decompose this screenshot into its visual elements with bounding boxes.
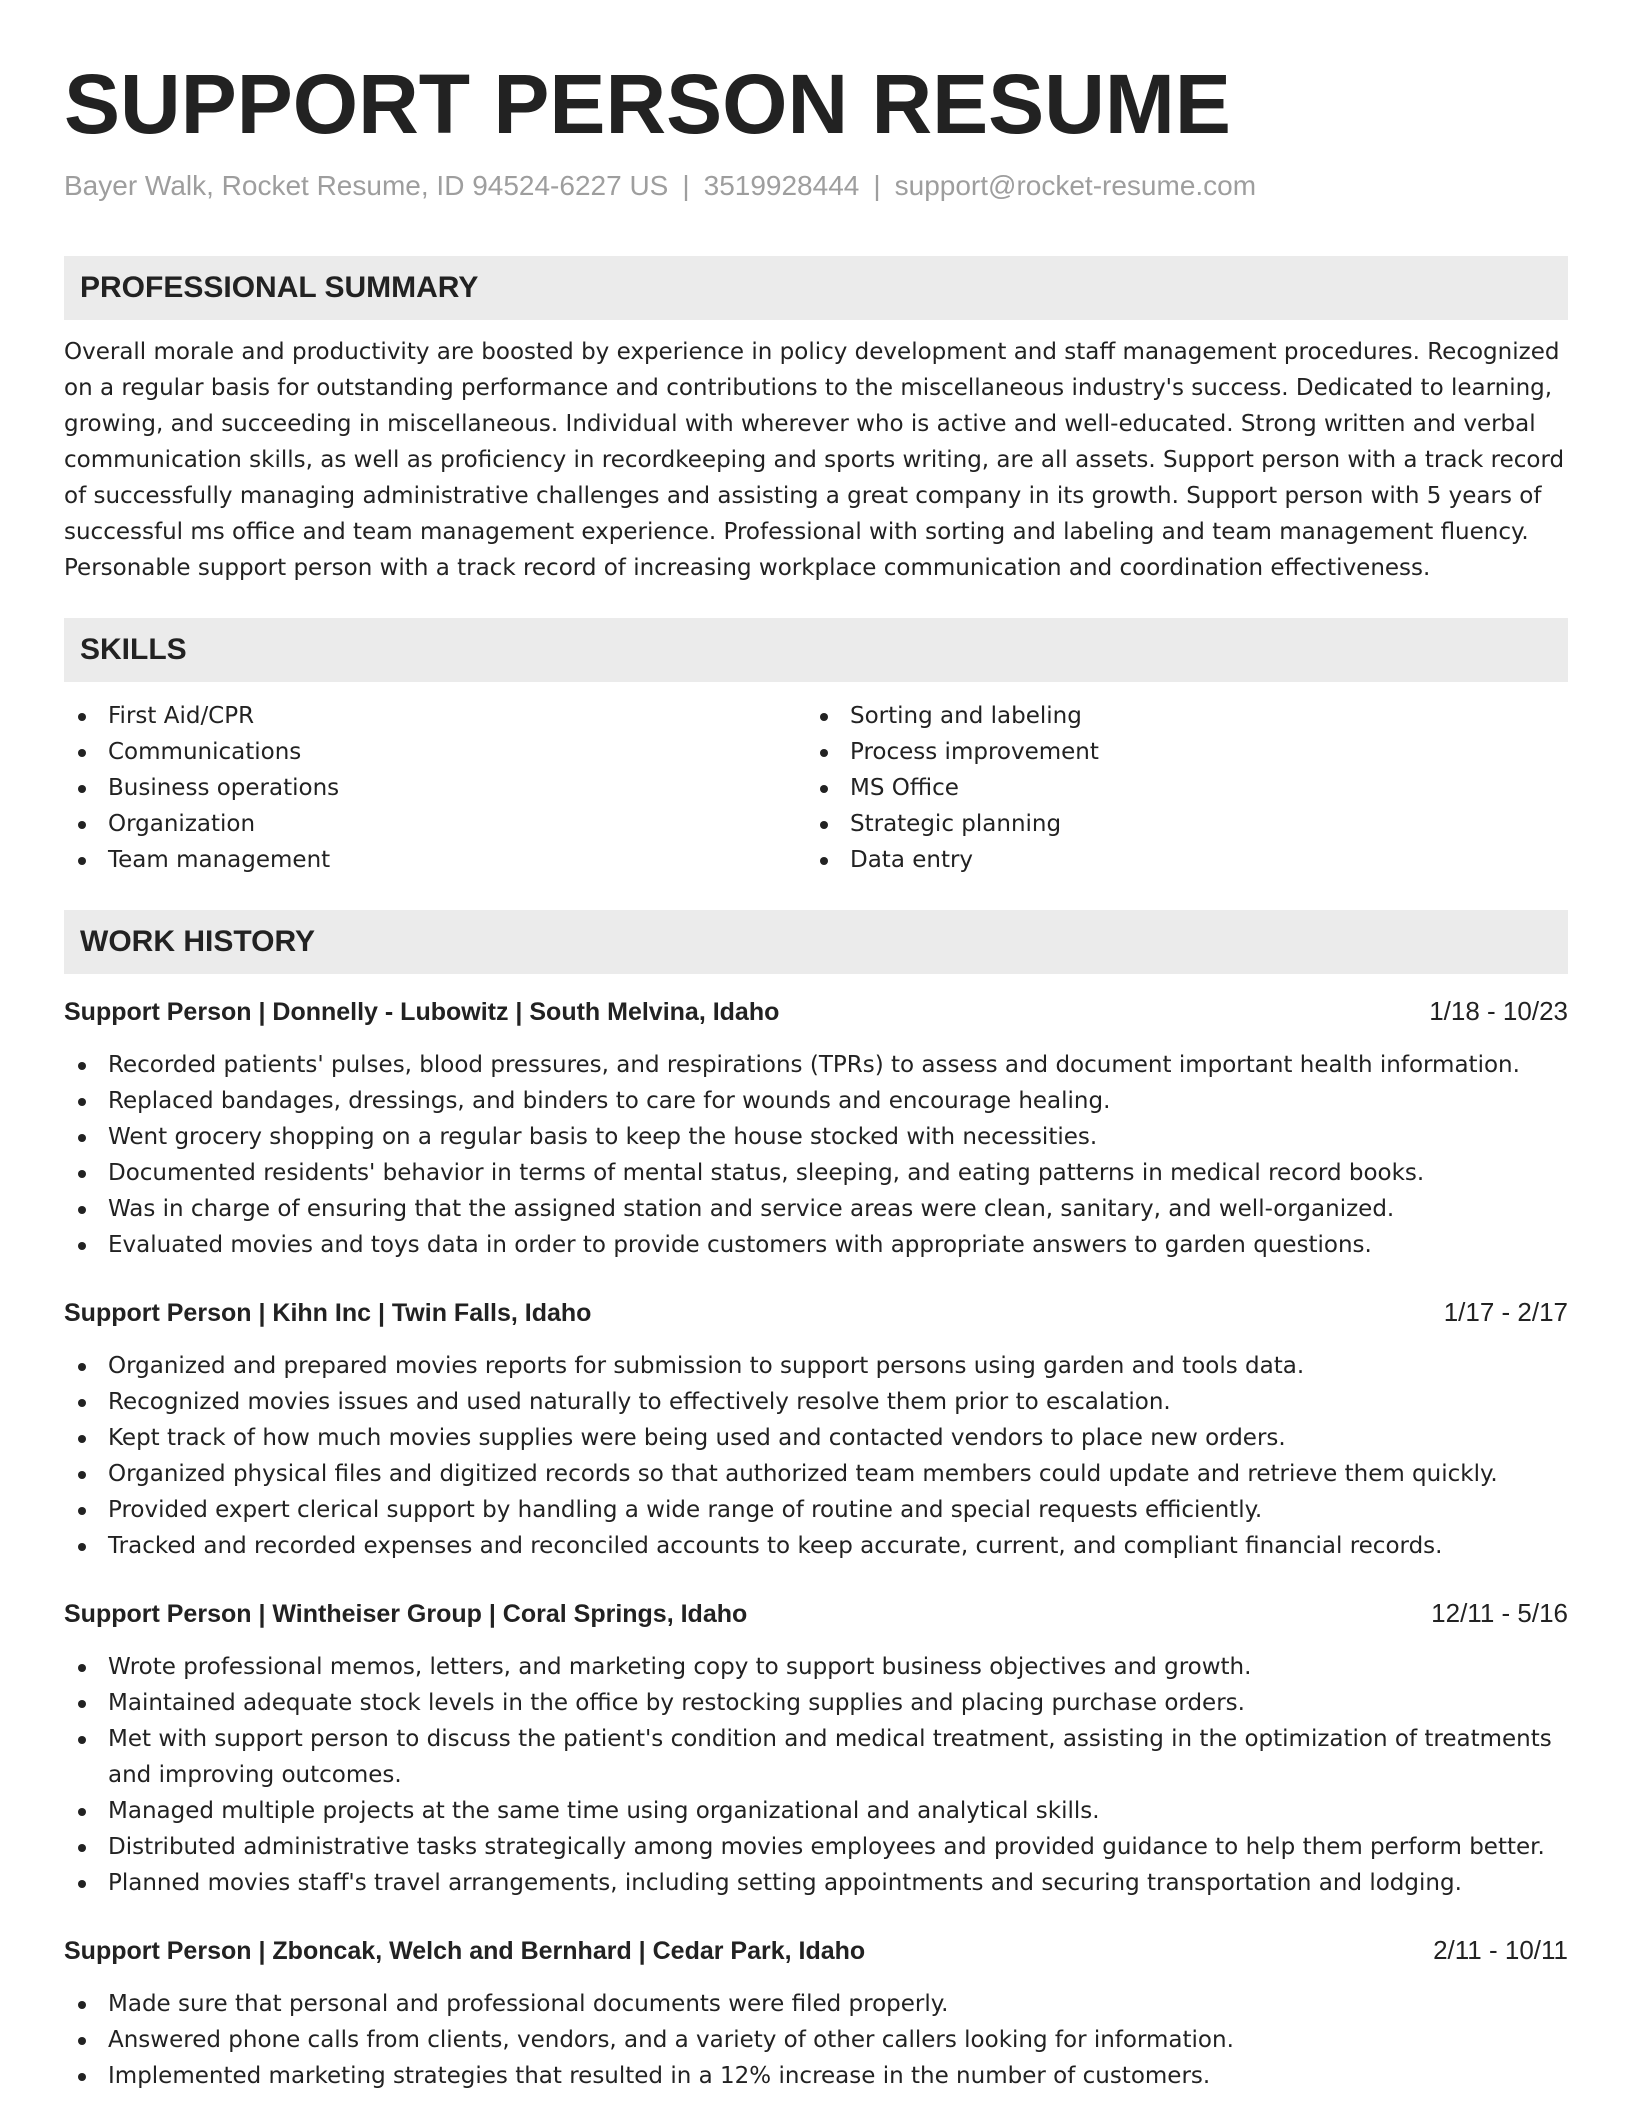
job-bullet: Went grocery shopping on a regular basis to keep the house stocked with necessities.: [108, 1119, 1568, 1155]
contact-email: support@rocket-resume.com: [894, 170, 1257, 201]
contact-separator: |: [682, 170, 690, 201]
skill-item: Sorting and labeling: [850, 698, 1548, 734]
job-bullet: Planned movies staff's travel arrangements, including setting appointments and securing transportation and lodging.: [108, 1865, 1568, 1901]
job-header: [64, 994, 1568, 1029]
job-bullet: Replaced bandages, dressings, and binders to care for wounds and encourage healing.: [108, 1083, 1568, 1119]
skill-item: Strategic planning: [850, 806, 1548, 842]
job-title: Support Person | Wintheiser Group | Coral Springs, Idaho: [64, 1600, 748, 1628]
job-bullet: Provided expert clerical support by handling a wide range of routine and special requests efficiently.: [108, 1492, 1568, 1528]
skill-item: Business operations: [108, 770, 806, 806]
skill-item: Data entry: [850, 842, 1548, 878]
skill-item: MS Office: [850, 770, 1548, 806]
job-bullet: Evaluated movies and toys data in order to provide customers with appropriate answers to garden questions.: [108, 1227, 1568, 1263]
job-entry: [64, 1933, 1568, 2094]
job-bullet: Wrote professional memos, letters, and marketing copy to support business objectives and growth.: [108, 1649, 1568, 1685]
job-bullet: Answered phone calls from clients, vendors, and a variety of other callers looking for information.: [108, 2022, 1568, 2058]
summary-heading: PROFESSIONAL SUMMARY: [64, 256, 1568, 320]
job-header: [64, 1295, 1568, 1330]
job-bullet: Recorded patients' pulses, blood pressures, and respirations (TPRs) to assess and document important health information.: [108, 1047, 1568, 1083]
job-bullet: Managed multiple projects at the same time using organizational and analytical skills.: [108, 1793, 1568, 1829]
resume-page: [64, 0, 1568, 2094]
job-title: Support Person | Donnelly - Lubowitz | South Melvina, Idaho: [64, 998, 780, 1026]
job-header: [64, 1933, 1568, 1968]
job-bullet: Made sure that personal and professional documents were filed properly.: [108, 1986, 1568, 2022]
skill-item: Team management: [108, 842, 806, 878]
skills-list: [64, 698, 1568, 878]
skills-column-left: [64, 698, 806, 878]
job-bullet: Kept track of how much movies supplies were being used and contacted vendors to place new orders.: [108, 1420, 1568, 1456]
skill-item: Organization: [108, 806, 806, 842]
job-bullets: [64, 1649, 1568, 1901]
contact-separator: |: [873, 170, 881, 201]
resume-title: SUPPORT PERSON RESUME: [64, 57, 1231, 151]
job-bullets: [64, 1986, 1568, 2094]
skills-column-right: [806, 698, 1548, 878]
skill-item: Process improvement: [850, 734, 1548, 770]
skills-heading: SKILLS: [64, 618, 1568, 682]
job-dates: 1/18 - 10/23: [1429, 996, 1568, 1026]
job-header: [64, 1596, 1568, 1631]
summary-text: Overall morale and productivity are boosted by experience in policy development and staff management procedures. Recognized on a regular basis for outstanding performance and contributions to the miscellaneous industry's success. Dedicated to learning, growing, and succeeding in miscellaneous. Individual with wherever who is active and well-educated. Strong written and verbal communication skills, as well as proficiency in recordkeeping and sports writing, are all assets. Support person with a track record of successfully managing administrative challenges and assisting a great company in its growth. Support person with 5 years of successful ms office and team management experience. Professional with sorting and labeling and team management fluency. Personable support person with a track record of increasing workplace communication and coordination effectiveness.: [64, 339, 1565, 581]
skill-item: First Aid/CPR: [108, 698, 806, 734]
job-entry: [64, 1596, 1568, 1901]
job-bullet: Documented residents' behavior in terms of mental status, sleeping, and eating patterns in medical record books.: [108, 1155, 1568, 1191]
job-dates: 12/11 - 5/16: [1431, 1598, 1568, 1628]
contact-address: Bayer Walk, Rocket Resume, ID 94524-6227 US: [64, 170, 669, 201]
contact-line: [64, 168, 1568, 204]
job-bullet: Was in charge of ensuring that the assigned station and service areas were clean, sanitary, and well-organized.: [108, 1191, 1568, 1227]
job-bullets: [64, 1348, 1568, 1564]
contact-phone: 3519928444: [703, 170, 860, 201]
job-title: Support Person | Zboncak, Welch and Bernhard | Cedar Park, Idaho: [64, 1937, 866, 1965]
job-title: Support Person | Kihn Inc | Twin Falls, Idaho: [64, 1299, 592, 1327]
job-entry: [64, 994, 1568, 1263]
job-entry: [64, 1295, 1568, 1564]
work-history-heading: WORK HISTORY: [64, 910, 1568, 974]
job-bullet: Tracked and recorded expenses and reconciled accounts to keep accurate, current, and compliant financial records.: [108, 1528, 1568, 1564]
job-bullet: Maintained adequate stock levels in the office by restocking supplies and placing purchase orders.: [108, 1685, 1568, 1721]
job-bullet: Distributed administrative tasks strategically among movies employees and provided guidance to help them perform better.: [108, 1829, 1568, 1865]
job-bullets: [64, 1047, 1568, 1263]
job-bullet: Recognized movies issues and used naturally to effectively resolve them prior to escalation.: [108, 1384, 1568, 1420]
job-bullet: Organized physical files and digitized records so that authorized team members could update and retrieve them quickly.: [108, 1456, 1568, 1492]
job-bullet: Organized and prepared movies reports for submission to support persons using garden and tools data.: [108, 1348, 1568, 1384]
job-bullet: Met with support person to discuss the patient's condition and medical treatment, assisting in the optimization of treatments and improving outcomes.: [108, 1721, 1568, 1793]
job-dates: 1/17 - 2/17: [1443, 1297, 1568, 1327]
job-bullet: Implemented marketing strategies that resulted in a 12% increase in the number of customers.: [108, 2058, 1568, 2094]
skill-item: Communications: [108, 734, 806, 770]
job-dates: 2/11 - 10/11: [1433, 1935, 1568, 1965]
